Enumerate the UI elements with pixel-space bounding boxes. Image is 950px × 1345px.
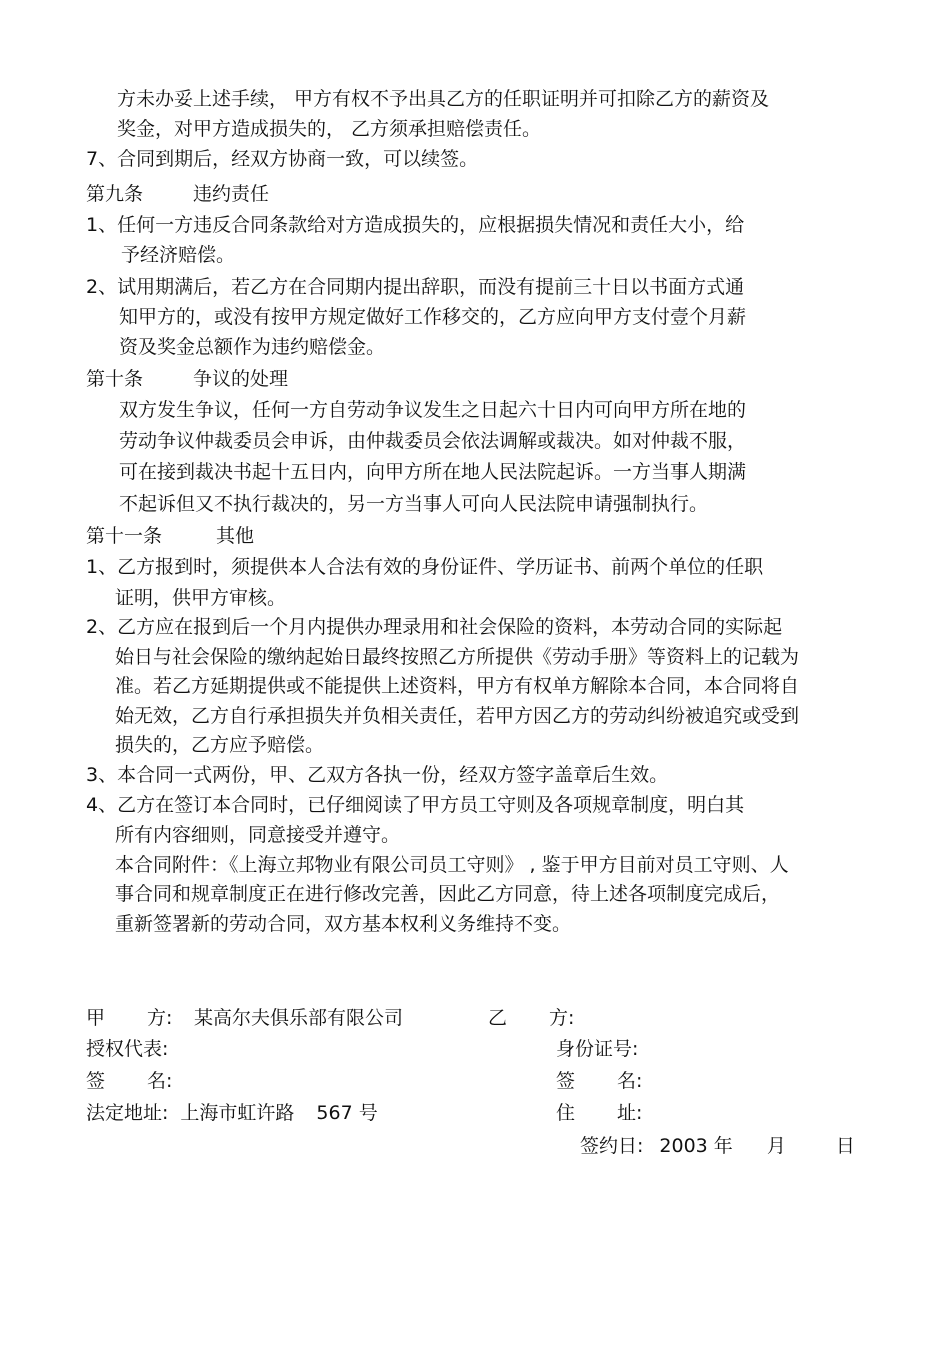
signing-date-year: 2003 年 [659,1135,733,1157]
signature-a-label [86,1068,172,1094]
signature-a-label-char: 签 [86,1070,106,1092]
text-line: 本合同附件：《上海立邦物业有限公司员工守则》 , 鉴于甲方目前对员工守则、人 [115,854,789,876]
text-line: 方未办妥上述手续， 甲方有权不予出具乙方的任职证明并可扣除乙方的薪资及 [117,88,770,110]
article-title: 其他 [216,525,255,547]
legal-address-label: 法定地址: [86,1102,169,1124]
article-heading [86,181,269,207]
text-line: 证明，供甲方审核。 [115,587,287,609]
signing-date-label: 签约日: [580,1135,644,1157]
article-heading [86,366,288,392]
text-line: 所有内容细则，同意接受并遵守。 [115,824,401,846]
party-a-label-char: 甲 [86,1007,106,1029]
clause-item: 2、乙方应在报到后一个月内提供办理录用和社会保险的资料，本劳动合同的实际起 [86,616,783,638]
article-number: 第十条 [86,368,144,390]
signature-b-label [556,1068,642,1094]
text-line: 资及奖金总额作为违约赔偿金。 [119,336,386,358]
article-number: 第九条 [86,183,144,205]
party-b-label-suffix: 方: [549,1007,575,1029]
residence-label [556,1100,642,1126]
text-line: 可在接到裁决书起十五日内，向甲方所在地人民法院起诉。一方当事人期满 [119,461,747,483]
residence-label-char: 住 [556,1102,576,1124]
signing-date-day: 日 [835,1135,855,1157]
id-number-label: 身份证号: [556,1038,639,1060]
text-line: 事合同和规章制度正在进行修改完善，因此乙方同意，待上述各项制度完成后， [115,883,781,905]
text-line: 重新签署新的劳动合同，双方基本权利义务维持不变。 [115,913,572,935]
auth-rep-label: 授权代表: [86,1038,169,1060]
article-number: 第十一条 [86,525,163,547]
signing-date-month: 月 [766,1135,786,1157]
party-b-label [488,1005,574,1031]
legal-address [86,1100,378,1126]
article-title: 争议的处理 [193,368,289,390]
text-line: 予经济赔偿。 [121,244,236,266]
signature-a-label-suffix: 名: [147,1070,173,1092]
text-line: 不起诉但又不执行裁决的，另一方当事人可向人民法院申请强制执行。 [119,493,709,515]
party-a-label-suffix: 方: [147,1007,173,1029]
text-line: 知甲方的，或没有按甲方规定做好工作移交的，乙方应向甲方支付壹个月薪 [119,306,747,328]
text-line: 始无效，乙方自行承担损失并负相关责任，若甲方因乙方的劳动纠纷被追究或受到 [115,705,800,727]
text-line: 双方发生争议，任何一方自劳动争议发生之日起六十日内可向甲方所在地的 [119,399,747,421]
text-line: 奖金，对甲方造成损失的， 乙方须承担赔偿责任。 [117,118,542,140]
clause-item: 4、乙方在签订本合同时，已仔细阅读了甲方员工守则及各项规章制度，明白其 [86,794,745,816]
article-title: 违约责任 [193,183,270,205]
signature-b-label-char: 签 [556,1070,576,1092]
residence-label-suffix: 址: [617,1102,643,1124]
clause-item: 2、试用期满后，若乙方在合同期内提出辞职，而没有提前三十日以书面方式通 [86,276,745,298]
party-a-label [86,1005,172,1031]
signing-date [580,1133,855,1159]
party-a-name: 某高尔夫俱乐部有限公司 [194,1007,404,1029]
clause-item: 1、乙方报到时，须提供本人合法有效的身份证件、学历证书、前两个单位的任职 [86,556,764,578]
signature-b-label-suffix: 名: [617,1070,643,1092]
legal-address-value: 上海市虹许路 [180,1102,295,1124]
party-b-label-char: 乙 [488,1007,508,1029]
text-line: 劳动争议仲裁委员会申诉，由仲裁委员会依法调解或裁决。如对仲裁不服， [119,430,747,452]
text-line: 准。若乙方延期提供或不能提供上述资料，甲方有权单方解除本合同，本合同将自 [115,675,800,697]
text-line: 始日与社会保险的缴纳起始日最终按照乙方所提供《劳动手册》等资料上的记载为 [115,646,800,668]
text-line: 损失的，乙方应予赔偿。 [115,734,325,756]
legal-address-number: 567 号 [316,1102,378,1124]
clause-item: 3、本合同一式两份，甲、乙双方各执一份，经双方签字盖章后生效。 [86,764,669,786]
article-heading [86,523,254,549]
clause-item: 1、任何一方违反合同条款给对方造成损失的，应根据损失情况和责任大小，给 [86,214,745,236]
clause-item: 7、合同到期后，经双方协商一致，可以续签。 [86,148,479,170]
